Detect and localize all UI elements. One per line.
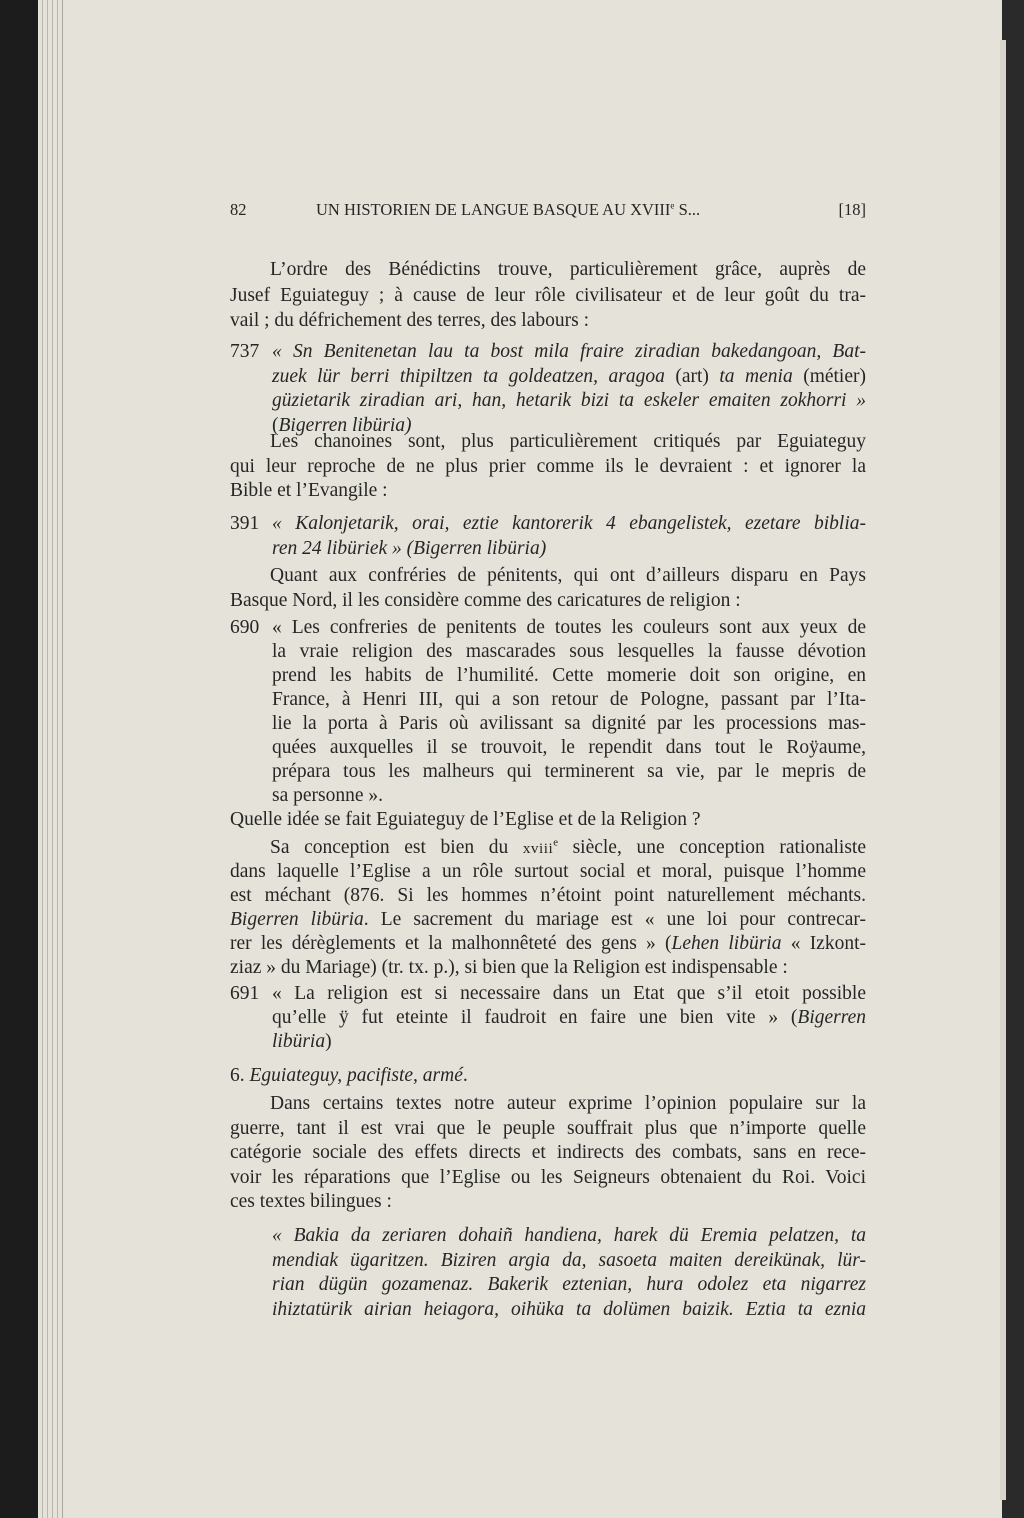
title-sup: e: [670, 200, 675, 211]
text-line: sa personne ».: [272, 785, 384, 806]
text-segment: .: [462, 1065, 468, 1086]
text-segment: ): [325, 1031, 332, 1052]
page-edge: [57, 0, 58, 1518]
page-edge: [42, 0, 43, 1518]
italic-text: Eguiateguy, pacifiste, armé: [249, 1065, 463, 1086]
text-line: Dans certains textes notre auteur exprime l’opinion populaire sur la: [270, 1093, 866, 1114]
text-line: « La religion est si necessaire dans un Etat que s’il etoit possible: [272, 983, 866, 1004]
text-line: [272, 1273, 866, 1297]
text-line: [272, 512, 866, 536]
section-ref: [18]: [838, 200, 866, 219]
italic-text: rian dügün gozamenaz. Bakerik eztenian, hura odolez eta nigarrez: [272, 1274, 866, 1295]
text-segment: Sa conception est bien du: [270, 837, 523, 858]
text-line: [272, 365, 866, 389]
italic-text: ihiztatürik airian heiagora, oihüka ta dolümen baizik. Eztia ta eznia: [272, 1298, 866, 1320]
page-edge: [47, 0, 48, 1518]
italic-text: mendiak ügaritzen. Biziren argia da, sasoeta maiten dereikünak, lür-: [272, 1249, 866, 1271]
page-number: 82: [230, 200, 247, 219]
text-line: [272, 1006, 866, 1030]
text-line: Jusef Eguiateguy ; à cause de leur rôle civilisateur et de leur goût du tra-: [230, 284, 866, 306]
text-line: L’ordre des Bénédictins trouve, particulièrement grâce, auprès de: [270, 259, 866, 280]
text-line: vail ; du défrichement des terres, des labours :: [230, 310, 590, 331]
text-line: Quant aux confréries de pénitents, qui ont d’ailleurs disparu en Pays: [270, 565, 866, 586]
text-line: [230, 908, 866, 932]
italic-text: libüria: [272, 1031, 326, 1052]
text-line: [272, 1249, 866, 1273]
italic-text: « Bakia da zeriaren dohaiñ handiena, harek dü Eremia pelatzen, ta: [272, 1225, 866, 1246]
line-number: 690: [230, 617, 260, 638]
text-segment: rer les dérèglements et la malhonnêteté des gens » (: [230, 933, 672, 954]
text-segment: e: [553, 836, 558, 849]
text-line: Basque Nord, il les considère comme des caricatures de religion :: [230, 589, 741, 611]
text-line: prend les habits de l’humilité. Cette momerie doit son origine, en: [272, 665, 866, 686]
italic-text: Bigerren libüria): [278, 414, 412, 436]
text-line: la vraie religion des mascarades sous lesquelles la fausse dévotion: [272, 641, 866, 662]
text-line: « Les confreries de penitents de toutes les couleurs sont aux yeux de: [272, 617, 866, 638]
running-title: [316, 200, 700, 220]
text-line: guerre, tant il est vrai que le peuple souffrait plus que n’importe quelle: [230, 1117, 866, 1139]
text-line: dans laquelle l’Eglise a un rôle surtout social et moral, puisque l’homme: [230, 861, 866, 882]
text-line: qui leur reproche de ne plus prier comme ils le devraient : et ignorer la: [230, 455, 866, 477]
italic-text: Bigerren libüria: [230, 909, 364, 930]
text-segment: . Le sacrement du mariage est « une loi pour contrecar-: [363, 909, 866, 930]
text-segment: 6.: [230, 1065, 250, 1086]
text-line: quées auxquelles il se trouvoit, le rependit dans tout le Roÿaume,: [272, 737, 866, 758]
text-segment: (métier): [792, 365, 866, 387]
text-line: [270, 836, 866, 860]
text-line: Quelle idée se fait Eguiateguy de l’Eglise et de la Religion ?: [230, 809, 701, 830]
text-line: ces textes bilingues :: [230, 1191, 392, 1212]
italic-text: Bigerren: [797, 1007, 866, 1028]
italic-text: ta menia: [719, 365, 793, 387]
text-line: [230, 932, 866, 956]
page-edge: [62, 0, 63, 1518]
text-line: prépara tous les malheurs qui terminerent sa vie, par le mepris de: [272, 761, 866, 782]
page-edge: [52, 0, 53, 1518]
text-segment: siècle, une conception rationaliste: [557, 837, 866, 858]
title-text: UN HISTORIEN DE LANGUE BASQUE AU XVIII: [316, 200, 671, 219]
line-number: 737: [230, 341, 260, 362]
italic-text: « Sn Benitenetan lau ta bost mila fraire ziradian bakedangoan, Bat-: [272, 341, 866, 362]
line-number: 391: [230, 513, 260, 534]
text-segment: qu’elle ÿ fut eteinte il faudroit en faire une bien vite » (: [272, 1007, 798, 1028]
text-line: France, à Henri III, qui a son retour de Pologne, passant par l’Ita-: [272, 689, 866, 710]
text-line: [272, 1298, 866, 1322]
italic-text: « Kalonjetarik, orai, eztie kantorerik 4 ebangelistek, ezetare biblia-: [272, 513, 866, 534]
title-end: S...: [674, 200, 701, 219]
italic-text: zuek lür berri thipiltzen ta goldeatzen, aragoa: [272, 365, 665, 387]
text-line: Bible et l’Evangile :: [230, 480, 388, 501]
text-segment: xviii: [522, 840, 554, 857]
text-line: est méchant (876. Si les hommes n’étoint point naturellement méchants.: [230, 885, 866, 906]
italic-text: Lehen libüria: [671, 933, 782, 954]
running-header: [230, 200, 866, 222]
text-line: lie la porta à Paris où avilissant sa dignité par les processions mas-: [272, 713, 866, 734]
text-line: [272, 1030, 866, 1054]
text-line: [272, 389, 866, 413]
text-line: [272, 340, 866, 364]
text-segment: « Izkont-: [781, 933, 867, 954]
text-line: [230, 1064, 866, 1088]
facing-page-edge: [1000, 40, 1006, 1500]
text-line: [272, 537, 866, 561]
text-line: Les chanoines sont, plus particulièrement critiqués par Eguiateguy: [270, 431, 866, 452]
line-number: 691: [230, 983, 260, 1004]
text-segment: (: [272, 414, 279, 436]
italic-text: ren 24 libüriek » (Bigerren libüria): [272, 537, 547, 559]
text-line: catégorie sociale des effets directs et indirects des combats, sans en rece-: [230, 1142, 866, 1163]
italic-text: güzietarik ziradian ari, han, hetarik bizi ta eskeler emaiten zokhorri »: [272, 390, 866, 411]
text-line: voir les réparations que l’Eglise ou les Seigneurs obtenaient du Roi. Voici: [230, 1166, 866, 1188]
text-line: [272, 1224, 866, 1248]
text-segment: (art): [664, 365, 720, 387]
text-line: ziaz » du Mariage) (tr. tx. p.), si bien que la Religion est indispensable :: [230, 957, 788, 978]
